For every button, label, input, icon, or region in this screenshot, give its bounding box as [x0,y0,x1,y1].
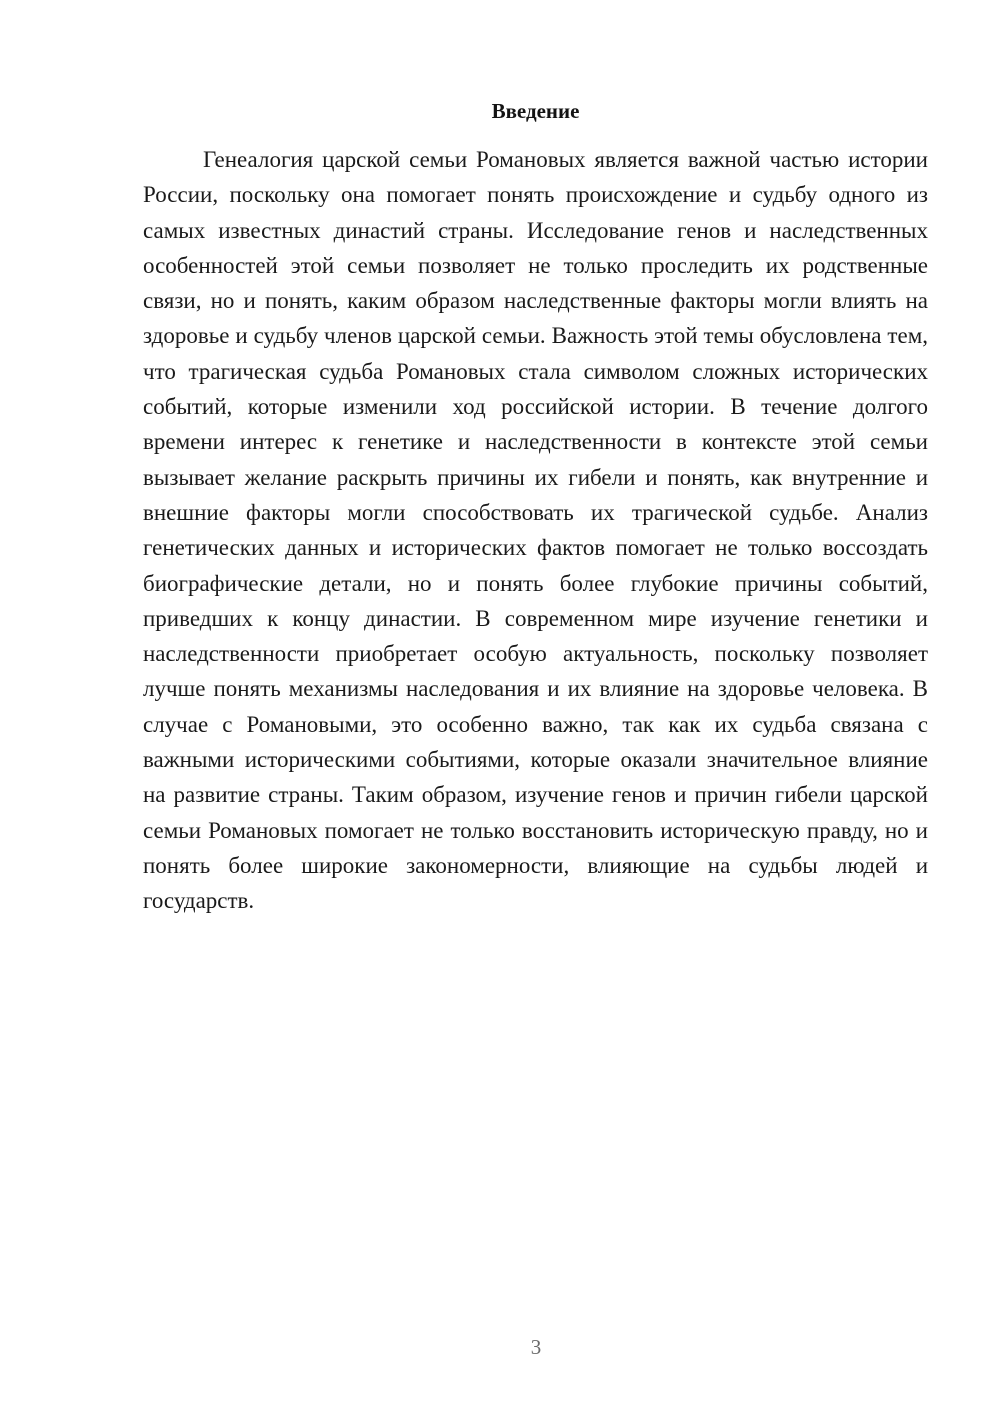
page-number: 3 [530,1335,542,1359]
section-heading: Введение [491,99,580,123]
body-paragraph: Генеалогия царской семьи Романовых является важной частью истории России, поскольку она помогает понять происхождение и судьбу одного из самых известных династий страны. Исследование генов и наследственных особенностей этой семьи позволяет не только проследить их родственные связи, но и понять, каким образом наследственные факторы могли влиять на здоровье и судьбу членов царской семьи. Важность этой темы обусловлена тем, что трагическая судьба Романовых стала символом сложных исторических событий, которые изменили ход российской истории. В течение долгого времени интерес к генетике и наследственности в контексте этой семьи вызывает желание раскрыть причины их гибели и понять, как внутренние и внешние факторы могли способствовать их трагической судьбе. Анализ генетических данных и исторических фактов помогает не только воссоздать биографические детали, но и понять более глубокие причины событий, приведших к концу династии. В современном мире изучение генетики и наследственности приобретает особую актуальность, поскольку позволяет лучше понять механизмы наследования и их влияние на здоровье человека. В случае с Романовыми, это особенно важно, так как их судьба связана с важными историческими событиями, которые оказали значительное влияние на развитие страны. Таким образом, изучение генов и причин гибели царской семьи Романовых помогает не только восстановить историческую правду, но и понять более широкие закономерности, влияющие на судьбы людей и государств. [143,147,928,914]
